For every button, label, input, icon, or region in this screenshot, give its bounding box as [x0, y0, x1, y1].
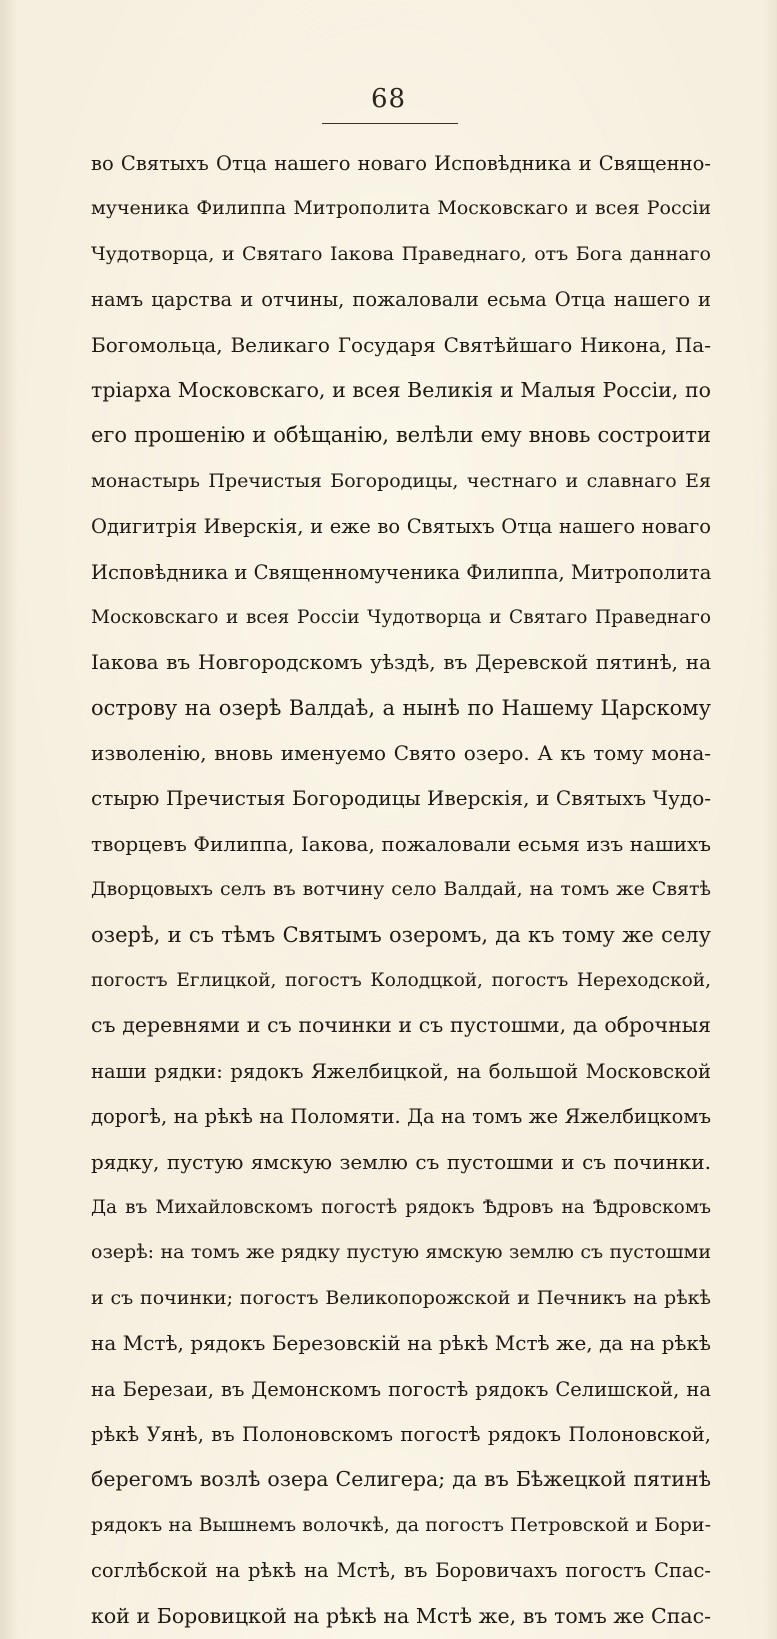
text-line: во Святыхъ Отца нашего новаго Исповѣдника и Священно-	[91, 152, 711, 175]
text-line: Богомольца, Великаго Государя Святѣйшаго Никона, Па-	[91, 332, 711, 357]
text-line: погостъ Еглицкой, погостъ Колодцкой, погостъ Нереходской,	[91, 970, 711, 992]
text-line: озерѣ: на томъ же рядку пустую ямскую землю съ пустошми	[91, 1241, 711, 1264]
text-line: рѣкѣ Уянѣ, въ Полоновскомъ погостѣ рядокъ Полоновской,	[91, 1422, 711, 1446]
text-line: соглѣбской на рѣкѣ на Мстѣ, въ Боровичахъ погостъ Спас-	[91, 1559, 711, 1583]
text-line: изволенію, вновь именуемо Свято озеро. А къ тому мона-	[91, 741, 711, 766]
text-line: творцевъ Филиппа, Іакова, пожаловали есьмя изъ нашихъ	[91, 831, 711, 856]
page-number: 68	[370, 84, 407, 114]
text-line: намъ царства и отчины, пожаловали есьма Отца нашего и	[91, 288, 711, 312]
text-line: на Березаи, въ Демонскомъ погостѣ рядокъ Селишской, на	[91, 1377, 711, 1401]
text-line: Дворцовыхъ селъ въ вотчину село Валдай, на томъ же Святѣ	[91, 878, 711, 901]
text-line: тріарха Московскаго, и всея Великія и Малыя Россіи, по	[91, 377, 711, 402]
text-line: кой и Боровицкой на рѣкѣ на Мстѣ же, въ томъ же Спас-	[91, 1603, 711, 1628]
text-line: Да въ Михайловскомъ погостѣ рядокъ Ѣдровъ на Ѣдровскомъ	[91, 1196, 711, 1218]
text-line: его прошенію и обѣщанію, велѣли ему вновь состроити	[91, 423, 711, 448]
text-line: наши рядки: рядокъ Яжелбицкой, на большой Московской	[91, 1059, 711, 1083]
text-line: берегомъ возлѣ озера Селигера; да въ Бѣжецкой пятинѣ	[91, 1467, 711, 1492]
text-line: Исповѣдника и Священномученика Филиппа, Митрополита	[91, 560, 711, 584]
text-line: Чудотворца, и Святаго Іакова Праведнаго, отъ Бога даннаго	[91, 242, 711, 265]
text-line: Іакова въ Новгородскомъ уѣздѣ, въ Деревской пятинѣ, на	[91, 650, 711, 675]
text-line: рядокъ на Вышнемъ волочкѣ, да погостъ Петровской и Бори-	[91, 1513, 711, 1536]
text-line: на Мстѣ, рядокъ Березовскій на рѣкѣ Мстѣ же, да на рѣкѣ	[91, 1331, 711, 1356]
text-line: съ деревнями и съ починки и съ пустошми, да оброчныя	[91, 1013, 711, 1038]
header-rule	[322, 123, 458, 124]
text-line: озерѣ, и съ тѣмъ Святымъ озеромъ, да къ тому же селу	[91, 922, 711, 947]
text-line: мученика Филиппа Митрополита Московскаго и всея Россіи	[91, 197, 711, 220]
text-line: Московскаго и всея Россіи Чудотворца и Святаго Праведнаго	[91, 606, 711, 628]
text-line: острову на озерѣ Валдаѣ, а нынѣ по Нашему Царскому	[91, 695, 711, 720]
text-line: монастырь Пречистыя Богородицы, честнаго и славнаго Ея	[91, 469, 711, 492]
body-text	[91, 141, 711, 1639]
text-line: рядку, пустую ямскую землю съ пустошми и съ починки.	[91, 1149, 711, 1174]
text-line: и съ починки; погостъ Великопорожской и Печникъ на рѣкѣ	[91, 1286, 711, 1309]
text-line: дорогѣ, на рѣкѣ на Поломяти. Да на томъ же Яжелбицкомъ	[91, 1105, 711, 1129]
text-line: Одигитрія Иверскія, и еже во Святыхъ Отца нашего новаго	[91, 515, 711, 539]
text-line: стырю Пречистыя Богородицы Иверскія, и Святыхъ Чудо-	[91, 786, 711, 811]
